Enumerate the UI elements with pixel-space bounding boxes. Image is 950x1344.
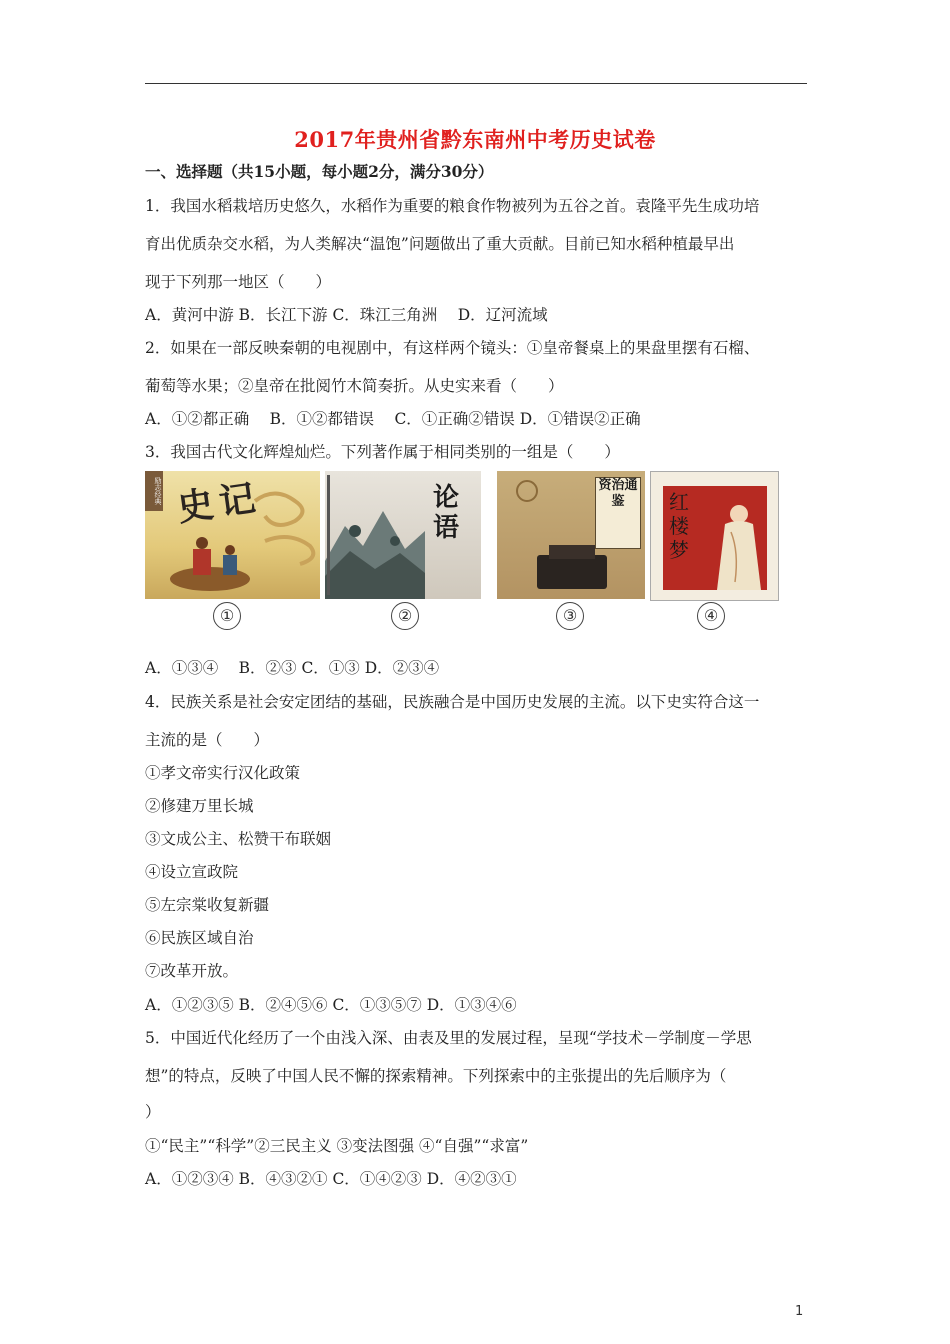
book4-title: 红楼梦 [669, 490, 689, 562]
book1-title: 史记 [174, 476, 264, 530]
q1-line1: 1．我国水稻栽培历史悠久，水稻作为重要的粮食作物被列为五谷之首。袁隆平先生成功培 [145, 197, 760, 215]
q4-item6: ⑥民族区域自治 [145, 929, 254, 947]
q4-item4: ④设立宣政院 [145, 863, 239, 881]
q5-line1: 5．中国近代化经历了一个由浅入深、由表及里的发展过程，呈现“学技术－学制度－学思 [145, 1029, 752, 1047]
page-title: 2017年贵州省黔东南州中考历史试卷 [294, 127, 656, 152]
book3-number: ③ [556, 602, 584, 630]
q4-line1: 4．民族关系是社会安定团结的基础，民族融合是中国历史发展的主流。以下史实符合这一 [145, 693, 760, 711]
q3-line1: 3．我国古代文化辉煌灿烂。下列著作属于相同类别的一组是（ ） [145, 443, 620, 461]
q2-line2: 葡萄等水果；②皇帝在批阅竹木简奏折。从史实来看（ ） [145, 377, 564, 395]
book2-title: 论语 [433, 483, 460, 543]
book-cover-zizhitongjian [497, 471, 645, 599]
q5-line2: 想”的特点，反映了中国人民不懈的探索精神。下列探索中的主张提出的先后顺序为（ [145, 1067, 727, 1085]
book4-number: ④ [697, 602, 725, 630]
q4-item5: ⑤左宗棠收复新疆 [145, 896, 270, 914]
q3-options: A．①③④ B．②③ C．①③ D．②③④ [145, 659, 440, 677]
q1-line3: 现于下列那一地区（ ） [145, 273, 332, 291]
q1-line2: 育出优质杂交水稻，为人类解决“温饱”问题做出了重大贡献。目前已知水稻种植最早出 [145, 235, 735, 253]
book-cover-hongloumeng [650, 471, 779, 601]
page-number: 1 [795, 1304, 804, 1319]
q2-line1: 2．如果在一部反映秦朝的电视剧中，有这样两个镜头：①皇帝餐桌上的果盘里摆有石榴、 [145, 339, 760, 357]
q4-item2: ②修建万里长城 [145, 797, 254, 815]
q4-options: A．①②③⑤ B．②④⑤⑥ C．①③⑤⑦ D．①③④⑥ [145, 996, 517, 1014]
q5-options: A．①②③④ B．④③②① C．①④②③ D．④②③① [145, 1170, 517, 1188]
q2-options: A．①②都正确 B．①②都错误 C．①正确②错误 D．①错误②正确 [145, 410, 641, 428]
book-cover-lunyu [325, 471, 481, 599]
book1-small-label: 励志经典 [145, 471, 163, 511]
book2-number: ② [391, 602, 419, 630]
book1-number: ① [213, 602, 241, 630]
book-cover-shiji [145, 471, 320, 599]
section-heading: 一、选择题（共15小题，每小题2分，满分30分） [145, 162, 494, 181]
book3-title: 资治通鉴 [595, 477, 641, 549]
q4-item1: ①孝文帝实行汉化政策 [145, 764, 301, 782]
q5-line3: ） [145, 1103, 161, 1121]
q1-options: A．黄河中游 B．长江下游 C．珠江三角洲 D．辽河流域 [145, 306, 548, 324]
book-covers-image [145, 471, 777, 631]
q4-line2: 主流的是（ ） [145, 731, 270, 749]
q5-line4: ①“民主”“科学”②三民主义 ③变法图强 ④“自强”“求富” [145, 1137, 529, 1155]
q4-item3: ③文成公主、松赞干布联姻 [145, 830, 332, 848]
q4-item7: ⑦改革开放。 [145, 962, 239, 980]
header-rule [145, 83, 807, 84]
